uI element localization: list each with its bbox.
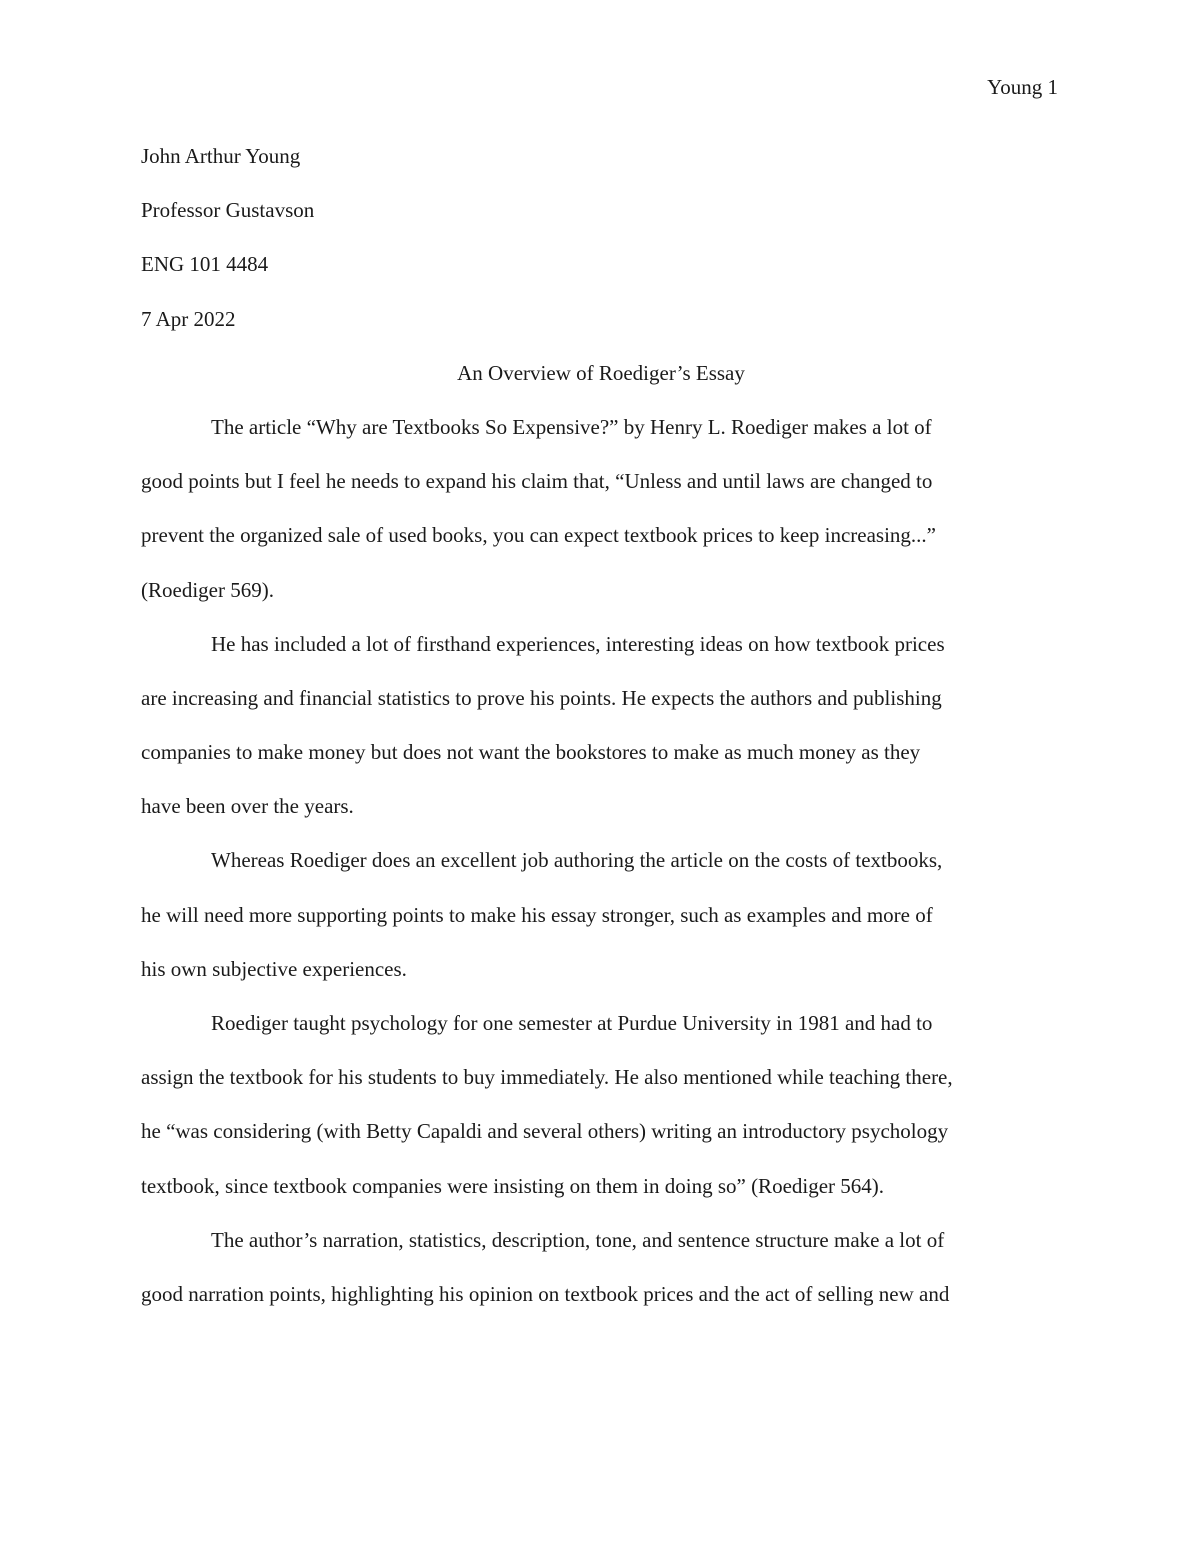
running-head: Young 1 [987, 75, 1058, 99]
essay-body [141, 129, 1061, 1321]
paragraph-line: prevent the organized sale of used books, you can expect textbook prices to keep increasing...” [141, 523, 937, 548]
paragraph-line: textbook, since textbook companies were insisting on them in doing so” (Roediger 564). [141, 1173, 885, 1198]
paragraph-line: The author’s narration, statistics, description, tone, and sentence structure make a lot of [211, 1227, 945, 1252]
professor-name: Professor Gustavson [141, 198, 315, 223]
paragraph-line: his own subjective experiences. [141, 956, 407, 981]
paragraph-line: Whereas Roediger does an excellent job authoring the article on the costs of textbooks, [211, 848, 943, 873]
paragraph-line: (Roediger 569). [141, 577, 274, 602]
paragraph-5 [141, 1213, 1061, 1321]
paragraph-line: assign the textbook for his students to buy immediately. He also mentioned while teaching there, [141, 1065, 953, 1090]
student-name: John Arthur Young [141, 144, 301, 168]
paragraph-3 [141, 833, 1061, 996]
paragraph-line: are increasing and financial statistics to prove his points. He expects the authors and publishing [141, 685, 942, 710]
paragraph-line: he will need more supporting points to make his essay stronger, such as examples and more of [141, 902, 933, 927]
paragraph-line: Roediger taught psychology for one semester at Purdue University in 1981 and had to [211, 1011, 933, 1035]
paragraph-line: companies to make money but does not want the bookstores to make as much money as they [141, 740, 921, 765]
course-number: ENG 101 4484 [141, 252, 269, 277]
paragraph-line: good narration points, highlighting his opinion on textbook prices and the act of selling new and [141, 1281, 950, 1306]
paragraph-line: he “was considering (with Betty Capaldi and several others) writing an introductory psychology [141, 1119, 949, 1144]
paragraph-line: He has included a lot of firsthand experiences, interesting ideas on how textbook prices [211, 631, 945, 656]
paragraph-1 [141, 400, 1061, 617]
paragraph-4 [141, 996, 1061, 1213]
paragraph-line: good points but I feel he needs to expand his claim that, “Unless and until laws are changed to [141, 469, 933, 494]
paragraph-2 [141, 617, 1061, 834]
essay-date: 7 Apr 2022 [141, 306, 236, 331]
essay-title: An Overview of Roediger’s Essay [457, 360, 745, 385]
paragraph-line: The article “Why are Textbooks So Expensive?” by Henry L. Roediger makes a lot of [211, 414, 932, 439]
paragraph-line: have been over the years. [141, 794, 354, 819]
